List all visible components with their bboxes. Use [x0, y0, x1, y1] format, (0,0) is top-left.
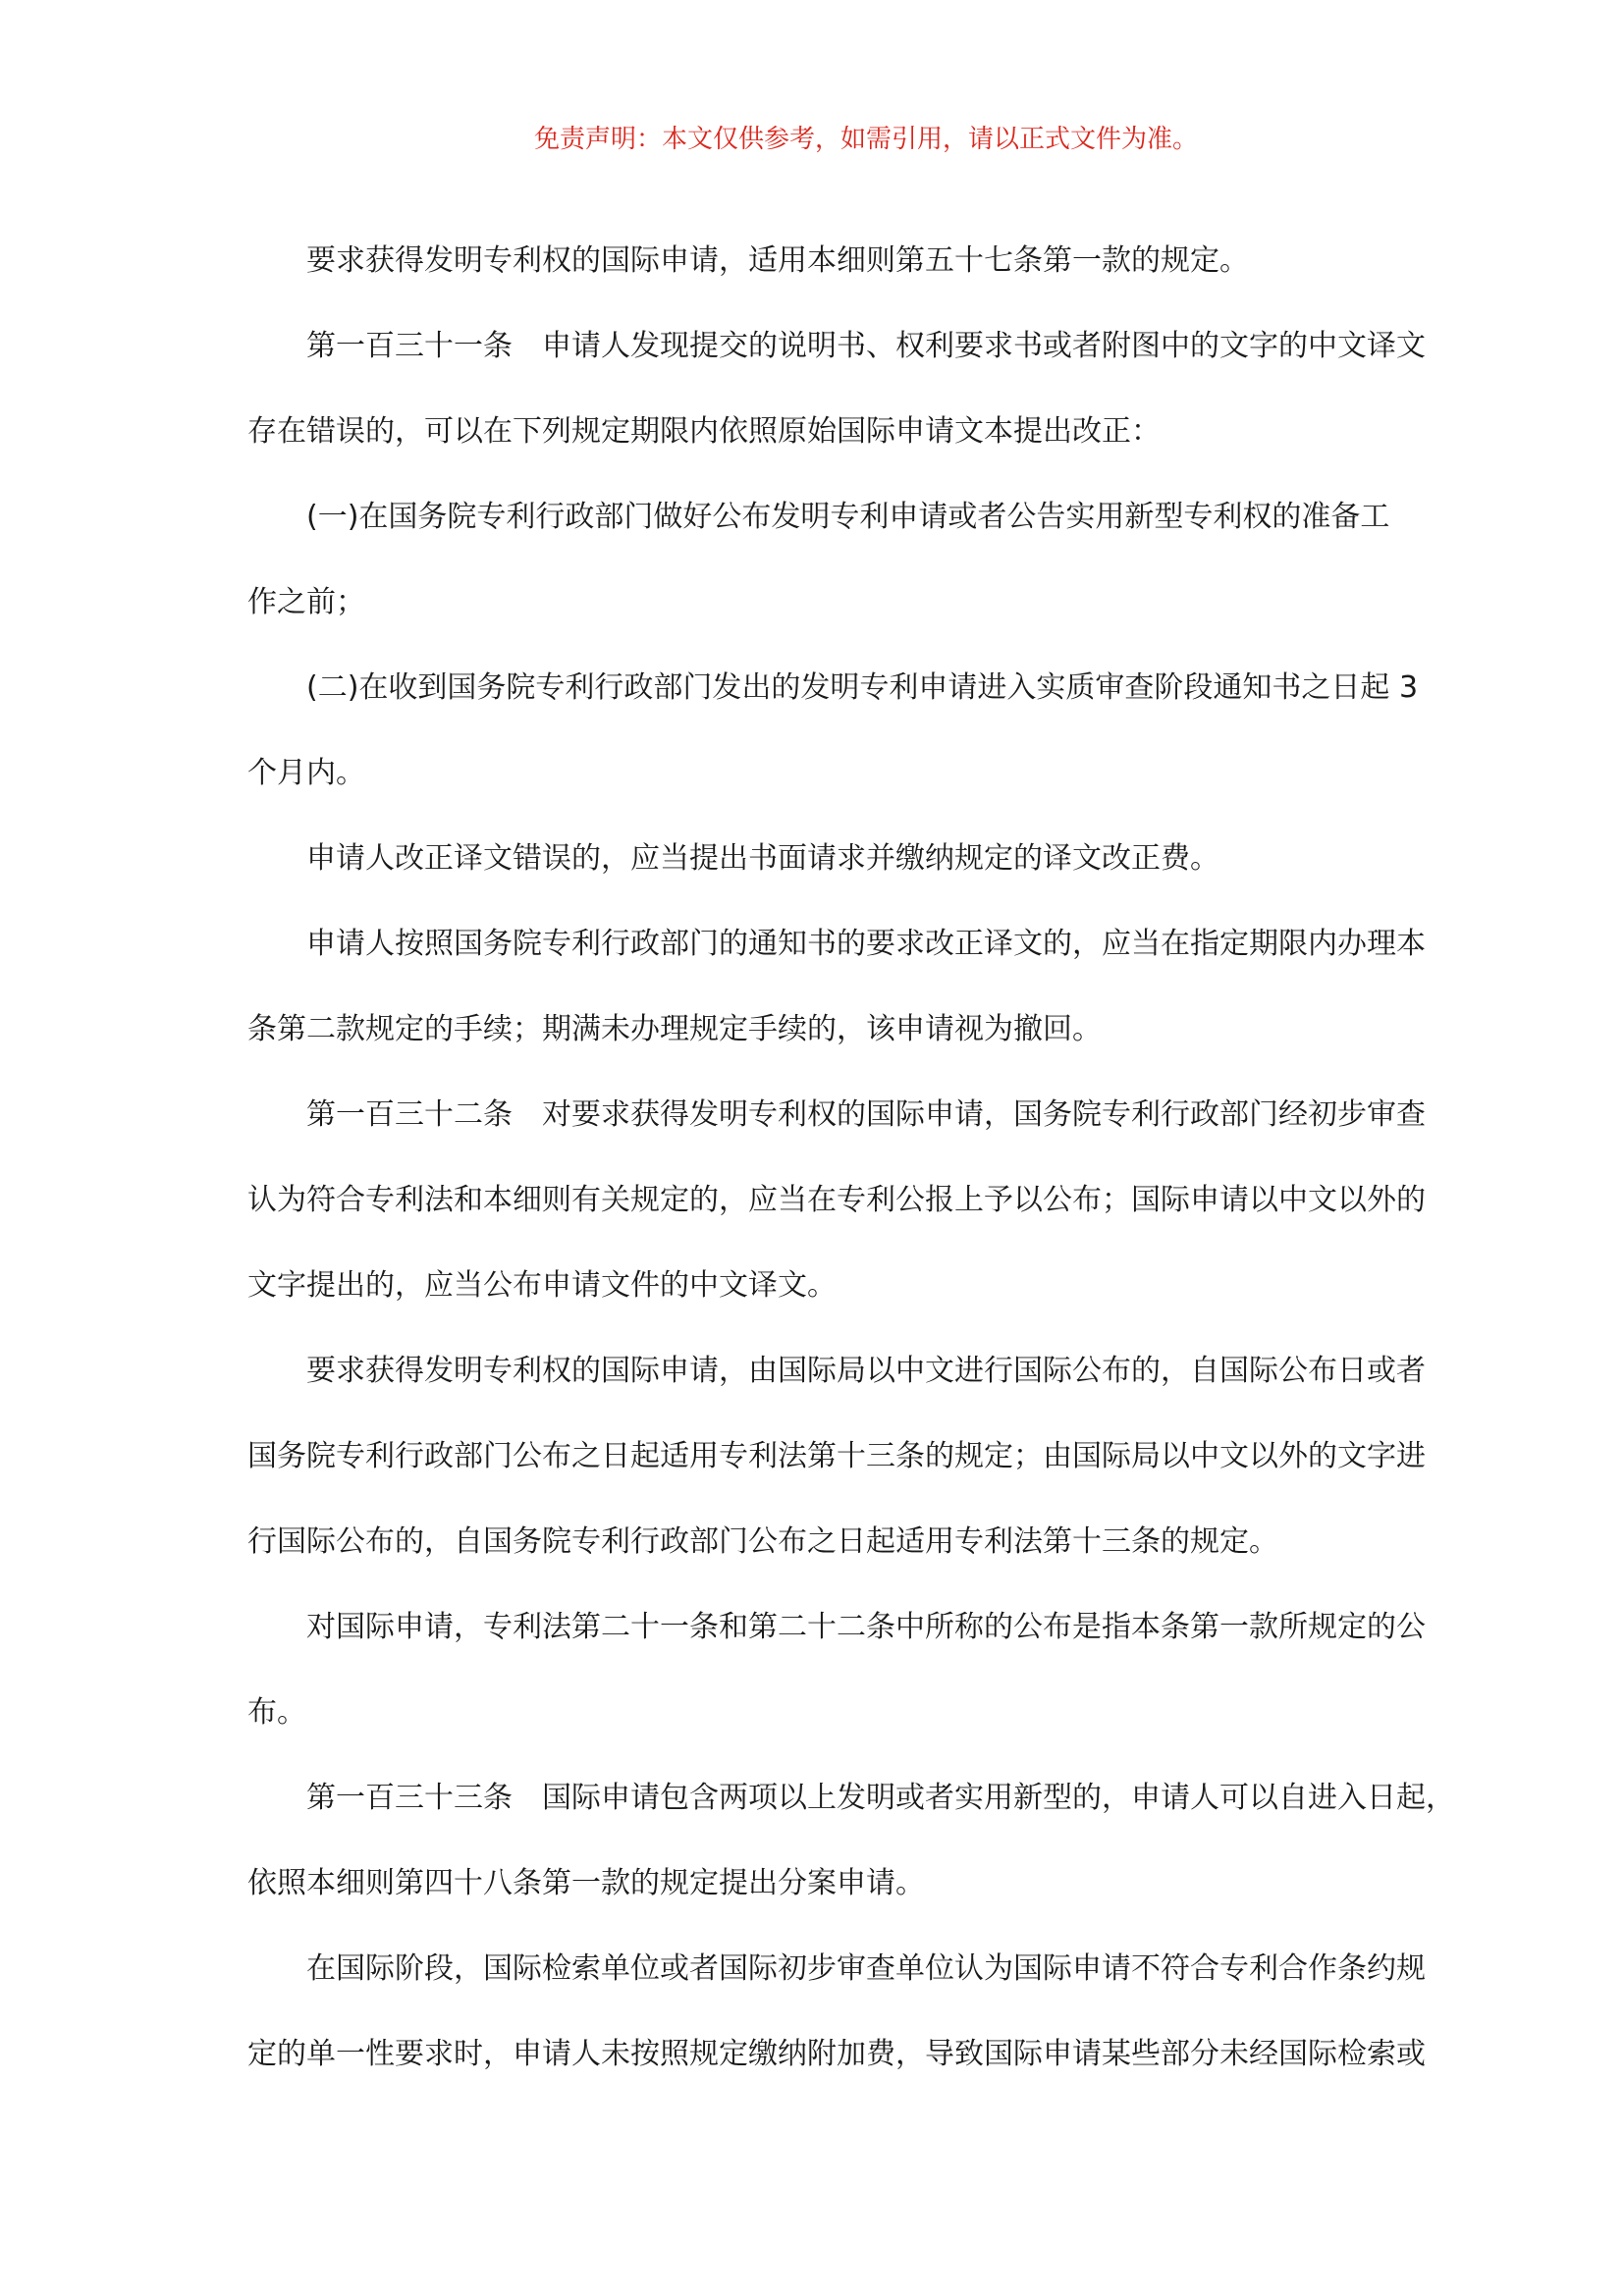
text-line: 依照本细则第四十八条第一款的规定提出分案申请。 [247, 1866, 925, 1900]
text-line: 国务院专利行政部门公布之日起适用专利法第十三条的规定；由国际局以中文以外的文字进 [247, 1439, 1426, 1473]
text-line: 定的单一性要求时，申请人未按照规定缴纳附加费，导致国际申请某些部分未经国际检索或 [247, 2037, 1426, 2071]
text-line: 条第二款规定的手续；期满未办理规定手续的，该申请视为撤回。 [247, 1012, 1102, 1046]
text-line: 要求获得发明专利权的国际申请，适用本细则第五十七条第一款的规定。 [306, 243, 1249, 278]
text-line: 要求获得发明专利权的国际申请，由国际局以中文进行国际公布的，自国际公布日或者 [306, 1354, 1426, 1388]
text-line: 作之前； [247, 585, 365, 619]
text-line: 申请人改正译文错误的，应当提出书面请求并缴纳规定的译文改正费。 [306, 841, 1219, 876]
text-line: 在国际阶段，国际检索单位或者国际初步审查单位认为国际申请不符合专利合作条约规 [306, 1951, 1426, 1986]
text-line: 认为符合专利法和本细则有关规定的，应当在专利公报上予以公布；国际申请以中文以外的 [247, 1183, 1426, 1217]
text-line: 存在错误的，可以在下列规定期限内依照原始国际申请文本提出改正： [247, 414, 1161, 449]
document-body [247, 218, 1455, 2097]
text-line: 第一百三十一条 申请人发现提交的说明书、权利要求书或者附图中的文字的中文译文 [306, 329, 1426, 363]
text-line: 个月内。 [247, 756, 365, 790]
text-line: 申请人按照国务院专利行政部门的通知书的要求改正译文的，应当在指定期限内办理本 [306, 927, 1426, 961]
disclaimer: 免责声明：本文仅供参考，如需引用，请以正式文件为准。 [533, 125, 1198, 154]
text-line: 第一百三十二条 对要求获得发明专利权的国际申请，国务院专利行政部门经初步审查 [306, 1097, 1426, 1132]
text-line: 第一百三十三条 国际申请包含两项以上发明或者实用新型的，申请人可以自进入日起， [306, 1781, 1455, 1815]
text-line: 对国际申请，专利法第二十一条和第二十二条中所称的公布是指本条第一款所规定的公 [306, 1610, 1426, 1644]
text-line: 文字提出的，应当公布申请文件的中文译文。 [247, 1268, 837, 1303]
text-line: 行国际公布的，自国务院专利行政部门公布之日起适用专利法第十三条的规定。 [247, 1524, 1278, 1559]
text-line: 布。 [247, 1695, 306, 1730]
text-line: (一)在国务院专利行政部门做好公布发明专利申请或者公告实用新型专利权的准备工 [306, 500, 1390, 534]
text-line: (二)在收到国务院专利行政部门发出的发明专利申请进入实质审查阶段通知书之日起 3 [306, 670, 1419, 705]
